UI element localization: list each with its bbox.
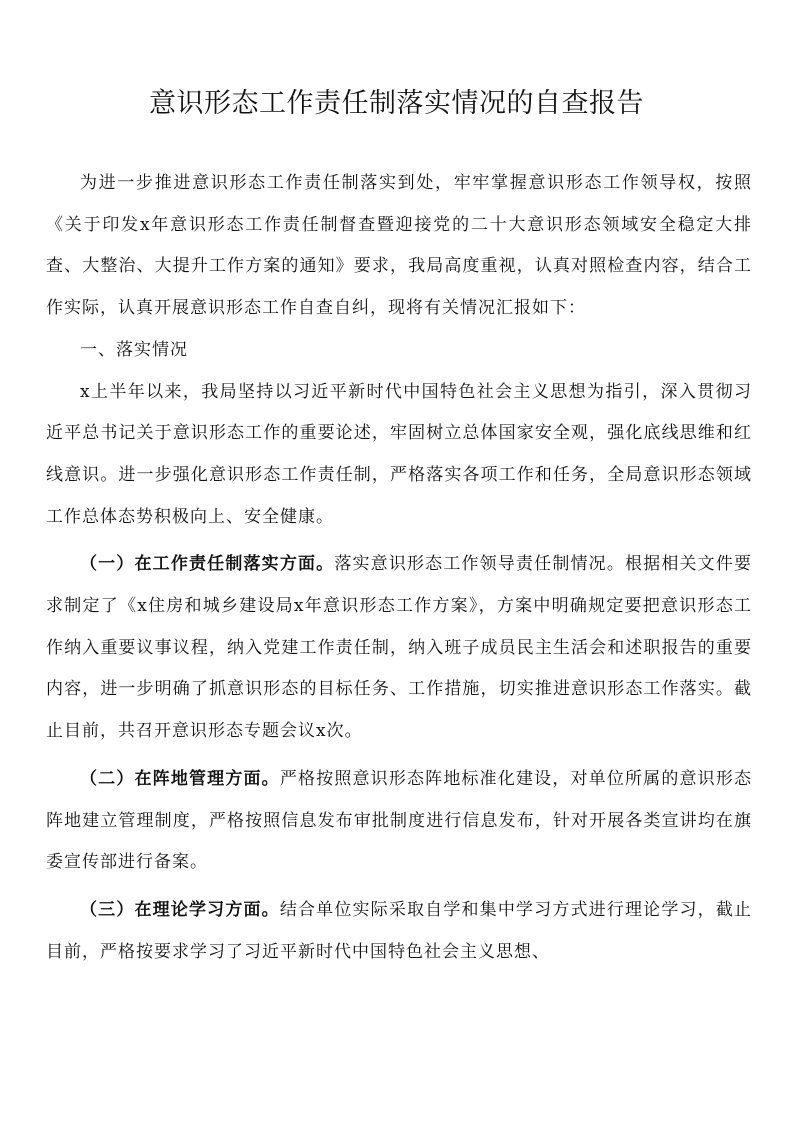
page-title: 意识形态工作责任制落实情况的自查报告	[149, 88, 644, 119]
document-body	[46, 163, 752, 973]
intro-paragraph: 为进一步推进意识形态工作责任制落实到处，牢牢掌握意识形态工作领导权，按照《关于印发x年意识形态工作责任制督查暨迎接党的二十大意识形态领域安全稳定大排查、大整治、大提升工作方案的通知》要求，我局高度重视，认真对照检查内容，结合工作实际，认真开展意识形态工作自查自纠，现将有关情况汇报如下：	[46, 173, 752, 319]
item-lead-theory-study: （三）在理论学习方面。	[80, 899, 280, 920]
item-lead-responsibility: （一）在工作责任制落实方面。	[80, 554, 335, 575]
item-text-position-management: 严格按照意识形态阵地标准化建设，对单位所属的意识形态阵地建立管理制度，严格按照信息发布审批制度进行信息发布，针对开展各类宣讲均在旗委宣传部进行备案。	[46, 768, 753, 873]
item-text-theory-study: 结合单位实际采取自学和集中学习方式进行理论学习，截止目前，严格按要求学习了习近平新时代中国特色社会主义思想、	[46, 899, 753, 962]
section-heading-implementation: 一、落实情况	[80, 339, 188, 360]
item-paragraph-responsibility	[46, 544, 752, 753]
item-text-responsibility: 落实意识形态工作领导责任制情况。根据相关文件要求制定了《x住房和城乡建设局x年意识形态工作方案》，方案中明确规定要把意识形态工作纳入重要议事议程，纳入党建工作责任制，纳入班子成员民主生活会和述职报告的重要内容，进一步明确了抓意识形态的目标任务、工作措施，切实推进意识形态工作落实。截止目前，共召开意识形态专题会议x次。	[46, 554, 753, 742]
item-paragraph-theory-study	[46, 890, 752, 973]
section-paragraph-overview: x上半年以来，我局坚持以习近平新时代中国特色社会主义思想为指引，深入贯彻习近平总书记关于意识形态工作的重要论述，牢固树立总体国家安全观，强化底线思维和红线意识。进一步强化意识形态工作责任制，严格落实各项工作和任务，全局意识形态领域工作总体态势积极向上、安全健康。	[46, 381, 752, 527]
item-lead-position-management: （二）在阵地管理方面。	[80, 768, 280, 789]
item-paragraph-position-management	[46, 759, 752, 884]
